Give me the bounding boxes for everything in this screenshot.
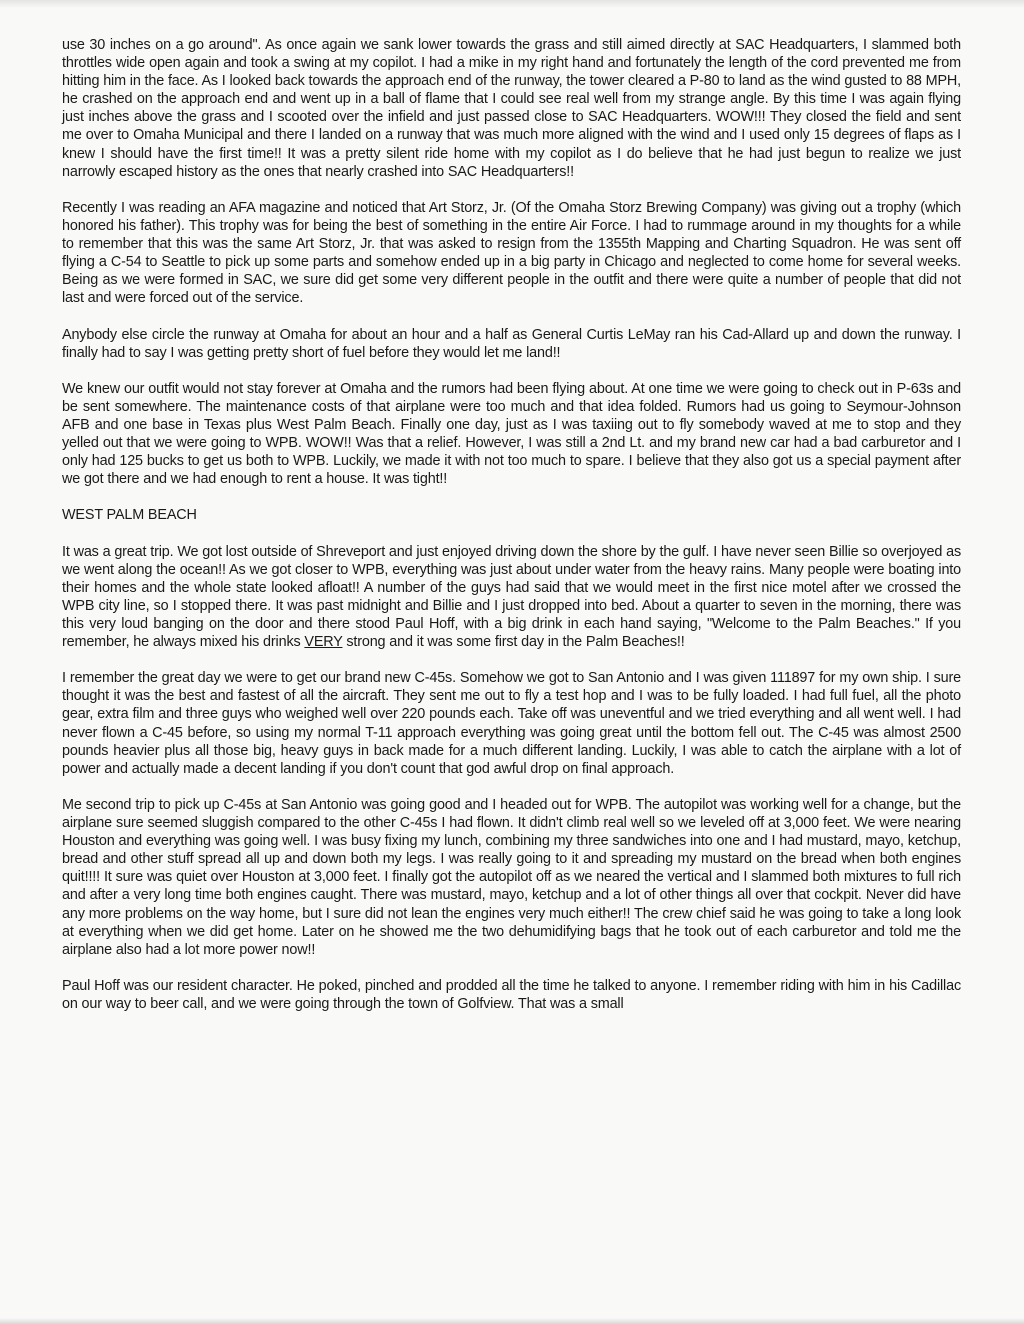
document-page <box>62 36 961 1031</box>
paragraph-lemay-runway: Anybody else circle the runway at Omaha for about an hour and a half as General Curtis LeMay ran his Cad-Allard up and down the runway. I finally had to say I was getting pretty short of fuel before they would let me land!! <box>62 326 961 361</box>
paragraph-paul-hoff: Paul Hoff was our resident character. He poked, pinched and prodded all the time he talked to anyone. I remember riding with him in his Cadillac on our way to beer call, and we were going through the town of Golfview. That was a small <box>62 977 961 1012</box>
paragraph-text-before: It was a great trip. We got lost outside of Shreveport and just enjoyed driving down the shore by the gulf. I have never seen Billie so overjoyed as we went along the ocean!! As we got closer to WPB, everything was just about under water from the heavy rains. Many people were boating into their homes and the whole state looked afloat!! A number of the guys had said that we would meet in the first nice motel after we crossed the WPB city line, so I stopped there. It was past midnight and Billie and I just dropped into bed. About a quarter to seven in the morning, there was this very loud banging on the door and there stood Paul Hoff, with a big drink in each hand saying, "Welcome to the Palm Beaches." If you remember, he always mixed his drinks <box>62 543 961 651</box>
section-heading-west-palm-beach: WEST PALM BEACH <box>62 507 197 524</box>
paragraph-art-storz: Recently I was reading an AFA magazine and noticed that Art Storz, Jr. (Of the Omaha Storz Brewing Company) was giving out a trophy (which honored his father). This trophy was for being the best of something in the entire Air Force. I had to rummage around in my thoughts for a while to remember that this was the same Art Storz, Jr. that was asked to resign from the 1355th Mapping and Charting Squadron. He was sent off flying a C-54 to Seattle to pick up some parts and somehow ended up in a big party in Chicago and neglected to come home for several weeks. Being as we were formed in SAC, we sure did get some very different people in the outfit and there were quite a number of people that did not last and were forced out of the service. <box>62 199 961 307</box>
underlined-emphasis: VERY <box>304 634 343 651</box>
scan-top-edge <box>0 0 1024 8</box>
scan-bottom-edge <box>0 1318 1024 1324</box>
paragraph-c45-test-hop: I remember the great day we were to get our brand new C-45s. Somehow we got to San Antonio and I was given 111897 for my own ship. I sure thought it was the best and fastest of all the aircraft. They sent me out to fly a test hop and I was to be fully loaded. I had full fuel, all the photo gear, extra film and three guys who weighed well over 220 pounds each. Take off was uneventful and we tried everything and all went well. I had never flown a C-45 before, so using my normal T-11 approach everything was going great until the bottom fell out. The C-45 was almost 2500 pounds heavier plus all those big, heavy guys in back made for a much different landing. Luckily, I was able to catch the airplane with a lot of power and actually made a decent landing if you don't count that god awful drop on final approach. <box>62 670 961 777</box>
paragraph-great-trip <box>62 543 961 652</box>
paragraph-second-trip: Me second trip to pick up C-45s at San Antonio was going good and I headed out for WPB. The autopilot was working well for a change, but the airplane sure seemed sluggish compared to the other C-45s I had flown. It didn't climb real well so we leveled off at 3,000 feet. We were nearing Houston and everything was going well. I was busy fixing my lunch, combining my three sandwiches into one and I had mustard, mayo, ketchup, bread and other stuff spread all up and down both my legs. I was really going to it and spreading my mustard on the bread when both engines quit!!!! It sure was quiet over Houston at 3,000 feet. I finally got the autopilot off as we neared the vertical and I slammed both mixtures to full rich and after a very long time both engines caught. There was mustard, mayo, ketchup and a lot of other things all over that cockpit. Never did have any more problems on the way home, but I sure did not lean the engines very much either!! The crew chief said he was going to take a long look at everything when we did get home. Later on he showed me the two dehumidifying bags that he took out of each carburetor and told me the airplane also had a lot more power now!! <box>62 796 961 958</box>
paragraph-move-to-wpb: We knew our outfit would not stay forever at Omaha and the rumors had been flying about. At one time we were going to check out in P-63s and be sent somewhere. The maintenance costs of that airplane were too much and that idea folded. Rumors had us going to Seymour-Johnson AFB and one base in Texas plus West Palm Beach. Finally one day, just as I was taxiing out to fly somebody waved at me to stop and they yelled out that we were going to WPB. WOW!! Was that a relief. However, I was still a 2nd Lt. and my brand new car had a bad carburetor and I only had 125 bucks to get us both to WPB. Luckily, we made it with not too much to spare. I believe that they also got us a special payment after we got there and we had enough to rent a house. It was tight!! <box>62 380 961 488</box>
paragraph-text-after: strong and it was some first day in the Palm Beaches!! <box>342 634 685 651</box>
paragraph-sac-landing: use 30 inches on a go around". As once again we sank lower towards the grass and still aimed directly at SAC Headquarters, I slammed both throttles wide open again and took a swing at my copilot. I had a mike in my right hand and fortunately the length of the cord prevented me from hitting him in the face. As I looked back towards the approach end of the runway, the tower cleared a P-80 to land as the wind gusted to 88 MPH, he crashed on the approach end and went up in a ball of flame that I could see real well from my strange angle. By this time I was again flying just inches above the grass and I scooted over the infield and just passed close to SAC Headquarters. WOW!!! They closed the field and sent me over to Omaha Municipal and there I landed on a runway that was much more aligned with the wind and I used only 15 degrees of flaps as I knew I should have the first time!! It was a pretty silent ride home with my copilot as I do believe that he had just begun to realize we just narrowly escaped history as the ones that nearly crashed into SAC Headquarters!! <box>62 37 961 180</box>
